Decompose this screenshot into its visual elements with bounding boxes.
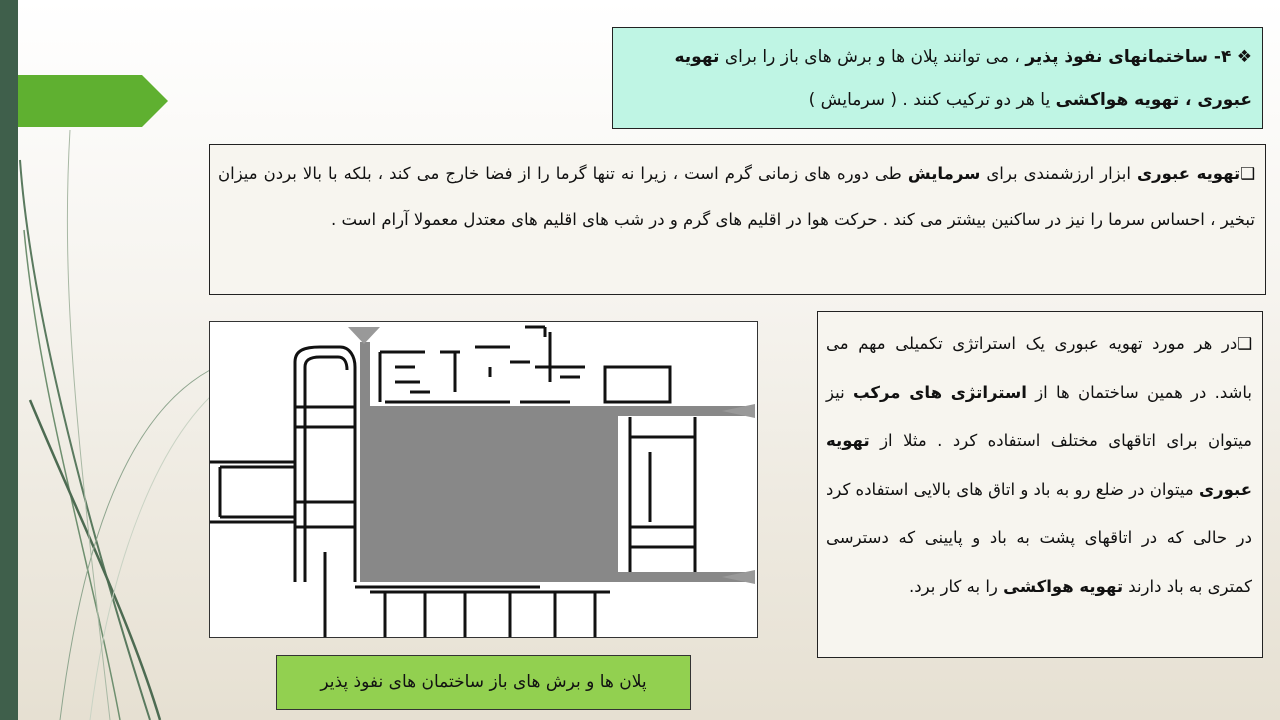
para-bold-2: سرمایش <box>907 164 981 183</box>
para-bold-term: تهویه عبوری <box>1137 164 1241 183</box>
plan-caption: پلان ها و برش های باز ساختمان های نفوذ پذیر <box>276 655 691 710</box>
square-bullet-icon: ❑ <box>1240 164 1255 183</box>
para-text-1: ابزار ارزشمندی برای <box>980 164 1138 183</box>
green-arrow-tab <box>18 75 168 127</box>
side-text-3: میتوان در ضلع رو به باد و اتاق های بالایی استفاده کرد در حالی که در اتاقهای پشت به باد و پایینی که دسترسی کمتری به باد دارند <box>826 479 1252 596</box>
side-text-1: در هر مورد تهویه عبوری یک استراتژی تکمیلی مهم می باشد. در همین ساختمان ها از <box>826 334 1252 402</box>
floor-plan-diagram <box>209 321 758 638</box>
title-bold-term: ساختمانهای نفوذ پذیر <box>1025 47 1208 67</box>
title-bold-2: تهویه عبوری ، تهویه هواکشی <box>674 47 1252 110</box>
title-text-2: یا هر دو ترکیب کنند . ( سرمایش ) <box>808 90 1056 110</box>
floor-plan-drawing <box>210 322 757 637</box>
side-bold-3: تهویه هواکشی <box>1003 576 1124 596</box>
cross-ventilation-paragraph <box>209 144 1266 295</box>
para-text-2: طی دوره های زمانی گرم است ، زیرا نه تنها گرما را از فضا خارج می کند ، بلکه با بالا بردن میزان تبخیر ، احساس سرما را نیز در ساکنین بیشتر می کند . حرکت هوا در اقلیم های گرم و در شب های اقلیم های معتدل معمولا آرام است . <box>218 164 1255 229</box>
side-bold-2: تهویه عبوری <box>826 431 1252 499</box>
side-text-4: را به کار برد. <box>909 576 1004 596</box>
title-text-1: ، می توانند پلان ها و برش های باز را برای <box>719 47 1026 67</box>
square-bullet-icon: ❑ <box>1237 334 1252 353</box>
section-number: ۴- <box>1207 47 1232 67</box>
side-bold-1: استراتژی های مرکب <box>852 382 1027 402</box>
title-textbox <box>612 27 1263 129</box>
side-text-2: نیز میتوان برای اتاقهای مختلف استفاده کرد . مثلا از <box>826 382 1252 450</box>
diamond-bullet-icon: ❖ <box>1236 47 1252 67</box>
combined-strategies-textbox <box>817 311 1263 658</box>
